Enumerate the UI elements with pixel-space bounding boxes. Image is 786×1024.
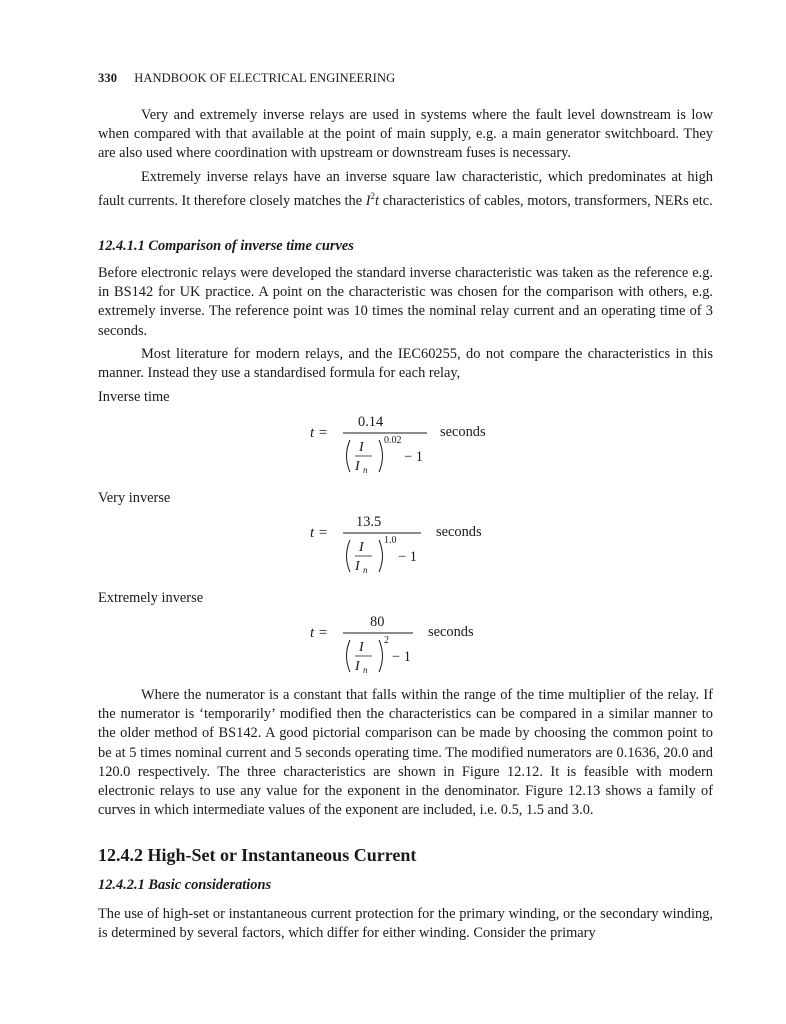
- subsection-heading-comparison: 12.4.1.1 Comparison of inverse time curves: [98, 238, 354, 254]
- eq-numerator: 13.5: [356, 514, 382, 530]
- eq-numerator: 0.14: [358, 414, 384, 430]
- page-number: 330: [98, 71, 118, 85]
- eq-minus-one: − 1: [398, 549, 417, 565]
- paragraph-text: characteristics of cables, motors, transformers, NERs etc.: [379, 193, 713, 209]
- math-t: t: [375, 193, 380, 209]
- eq-ratio-i: I: [359, 640, 364, 655]
- math-i: I: [365, 193, 371, 209]
- paragraph-very-extremely-inverse: Very and extremely inverse relays are used in systems where the fault level downstream is low when compared with that available at the point of main supply, e.g. a main generator switchboard. They are also used where coordination with upstream or downstream fuses is necessary.: [98, 107, 713, 162]
- eq-ratio-i: I: [359, 540, 364, 555]
- eq-unit: seconds: [428, 624, 474, 640]
- eq-lhs: t =: [310, 525, 329, 541]
- paragraph-text: Extremely inverse relays have an inverse square law characteristic, which predominates at high fault currents. It therefore closely matches the: [98, 169, 713, 209]
- paragraph-inverse-square: [98, 168, 713, 211]
- section-heading-high-set: 12.4.2 High-Set or Instantaneous Current: [98, 845, 417, 865]
- equation-very-inverse: [310, 510, 510, 587]
- equation-inverse-time: [310, 410, 510, 487]
- equation-label-extremely-inverse: Extremely inverse: [98, 590, 204, 606]
- eq-lhs: t =: [310, 625, 329, 641]
- subsection-heading-basic: 12.4.2.1 Basic considerations: [98, 877, 272, 893]
- eq-sub-n: n: [363, 665, 368, 675]
- eq-numerator: 80: [370, 614, 385, 630]
- running-title: HANDBOOK OF ELECTRICAL ENGINEERING: [134, 71, 396, 85]
- eq-minus-one: − 1: [392, 649, 411, 665]
- eq-lhs: t =: [310, 425, 329, 441]
- eq-ratio-i: I: [359, 440, 364, 455]
- eq-exponent: 0.02: [384, 435, 402, 446]
- equation-label-inverse-time: Inverse time: [98, 389, 170, 405]
- paragraph-high-set-use: The use of high-set or instantaneous current protection for the primary winding, or the secondary winding, is determined by several factors, which differ for either winding. Consider the primary: [98, 906, 713, 942]
- paragraph-numerator-constant: Where the numerator is a constant that falls within the range of the time multiplier of the relay. If the numerator is ‘temporarily’ modified then the characteristics can be compared in a similar manner to the older method of BS142. A good pictorial comparison can be made by choosing the common point to be at 5 times nominal current and 5 seconds operating time. The modified numerators are 0.1636, 20.0 and 120.0 respectively. The three characteristics are shown in Figure 12.12. It is feasible with modern electronic relays to use any value for the exponent in the denominator. Figure 12.13 shows a family of curves in which intermediate values of the exponent are included, i.e. 0.5, 1.5 and 3.0.: [98, 687, 713, 819]
- eq-sub-n: n: [363, 465, 368, 475]
- running-header: [98, 71, 395, 86]
- paragraph-modern-relays: Most literature for modern relays, and the IEC60255, do not compare the characteristics in this manner. Instead they use a standardised formula for each relay,: [98, 346, 713, 382]
- eq-exponent: 2: [384, 635, 389, 646]
- eq-ratio-in: I: [355, 659, 360, 674]
- equation-extremely-inverse: [310, 610, 510, 687]
- equation-label-very-inverse: Very inverse: [98, 490, 171, 506]
- paren-right: [379, 640, 383, 672]
- eq-unit: seconds: [436, 524, 482, 540]
- eq-ratio-in: I: [355, 459, 360, 474]
- paren-left: [347, 540, 351, 572]
- paren-left: [347, 440, 351, 472]
- eq-ratio-in: I: [355, 559, 360, 574]
- paren-left: [347, 640, 351, 672]
- eq-unit: seconds: [440, 424, 486, 440]
- paren-right: [379, 440, 383, 472]
- eq-exponent: 1.0: [384, 535, 397, 546]
- eq-minus-one: − 1: [404, 449, 423, 465]
- paren-right: [379, 540, 383, 572]
- eq-sub-n: n: [363, 565, 368, 575]
- math-exp: 2: [370, 191, 376, 202]
- paragraph-before-electronic: Before electronic relays were developed the standard inverse characteristic was taken as the reference e.g. in BS142 for UK practice. A point on the characteristic was chosen for the comparison with others, e.g. extremely inverse. The reference point was 10 times the nominal relay current and an operating time of 3 seconds.: [98, 265, 713, 339]
